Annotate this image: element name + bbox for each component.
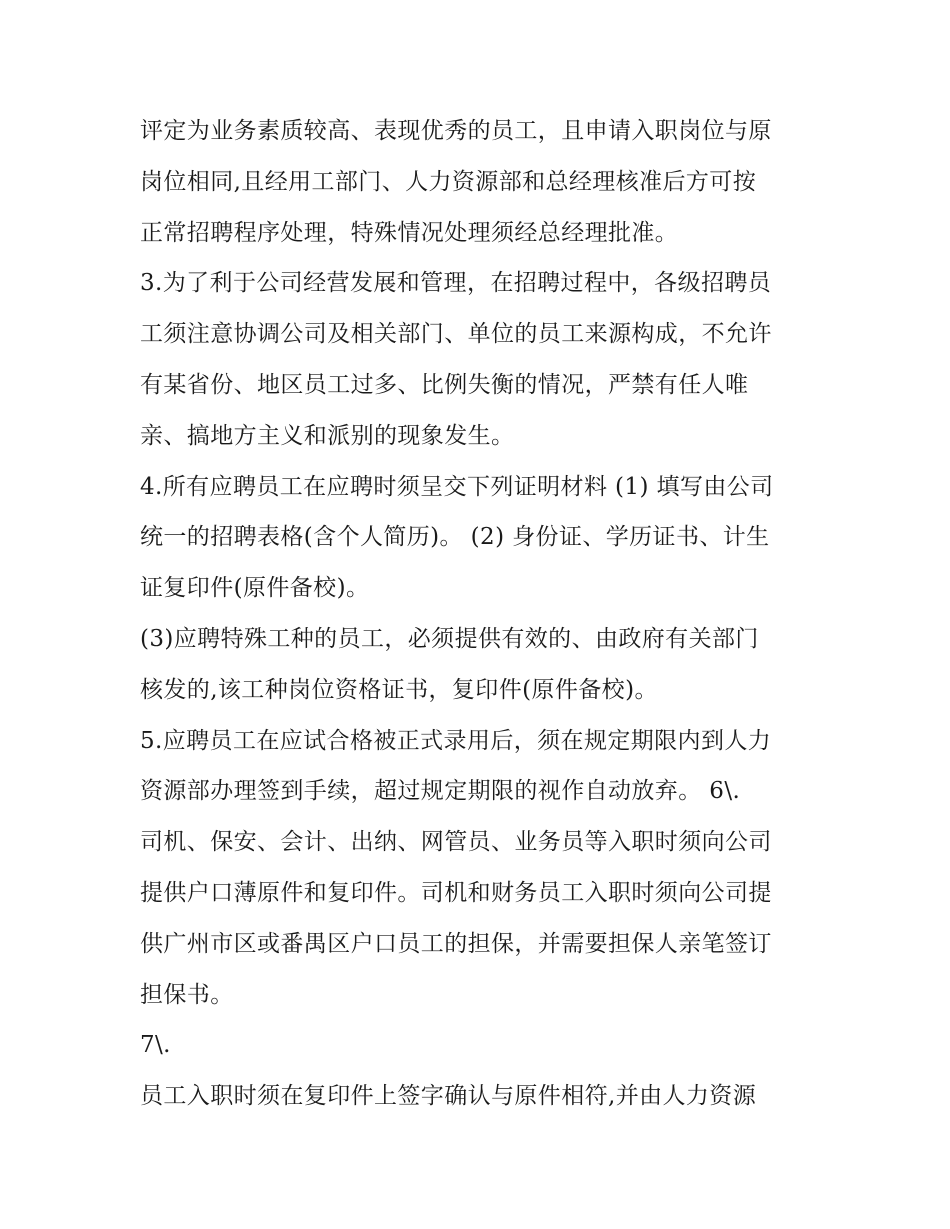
text-line: 岗位相同,且经用工部门、人力资源部和总经理核准后方可按 bbox=[140, 168, 757, 195]
text-line: 评定为业务素质较高、表现优秀的员工，且申请入职岗位与原 bbox=[140, 118, 772, 144]
text-line: 工须注意协调公司及相关部门、单位的员工来源构成，不允许 bbox=[140, 321, 772, 348]
text-line: 证复印件(原件备校)。 bbox=[140, 575, 370, 602]
text-line: 7\. bbox=[140, 1032, 171, 1059]
text-line: 员工入职时须在复印件上签字确认与原件相符,并由人力资源 bbox=[140, 1083, 757, 1110]
text-line: 4.所有应聘员工在应聘时须呈交下列证明材料 (1) 填写由公司 bbox=[140, 473, 774, 500]
text-line: 供广州市区或番禺区户口员工的担保，并需要担保人亲笔签订 bbox=[140, 930, 772, 957]
body-text bbox=[140, 106, 830, 1122]
text-line: 5.应聘员工在应试合格被正式录用后，须在规定期限内到人力 bbox=[140, 727, 772, 754]
text-line: 有某省份、地区员工过多、比例失衡的情况，严禁有任人唯 bbox=[140, 371, 749, 398]
text-line: 3.为了利于公司经营发展和管理，在招聘过程中，各级招聘员 bbox=[140, 270, 772, 297]
text-line: 统一的招聘表格(含个人简历)。 (2) 身份证、学历证书、计生 bbox=[140, 524, 770, 551]
text-line: 核发的,该工种岗位资格证书，复印件(原件备校)。 bbox=[140, 676, 658, 703]
text-line: 担保书。 bbox=[140, 981, 234, 1008]
text-line: 资源部办理签到手续，超过规定期限的视作自动放弃。 6\. bbox=[140, 778, 741, 805]
text-line: 正常招聘程序处理，特殊情况处理须经总经理批准。 bbox=[140, 219, 679, 246]
text-line: (3)应聘特殊工种的员工，必须提供有效的、由政府有关部门 bbox=[140, 625, 759, 652]
text-line: 亲、搞地方主义和派别的现象发生。 bbox=[140, 422, 515, 449]
text-line: 司机、保安、会计、出纳、网管员、业务员等入职时须向公司 bbox=[140, 829, 772, 856]
text-line: 提供户口薄原件和复印件。司机和财务员工入职时须向公司提 bbox=[140, 879, 772, 906]
